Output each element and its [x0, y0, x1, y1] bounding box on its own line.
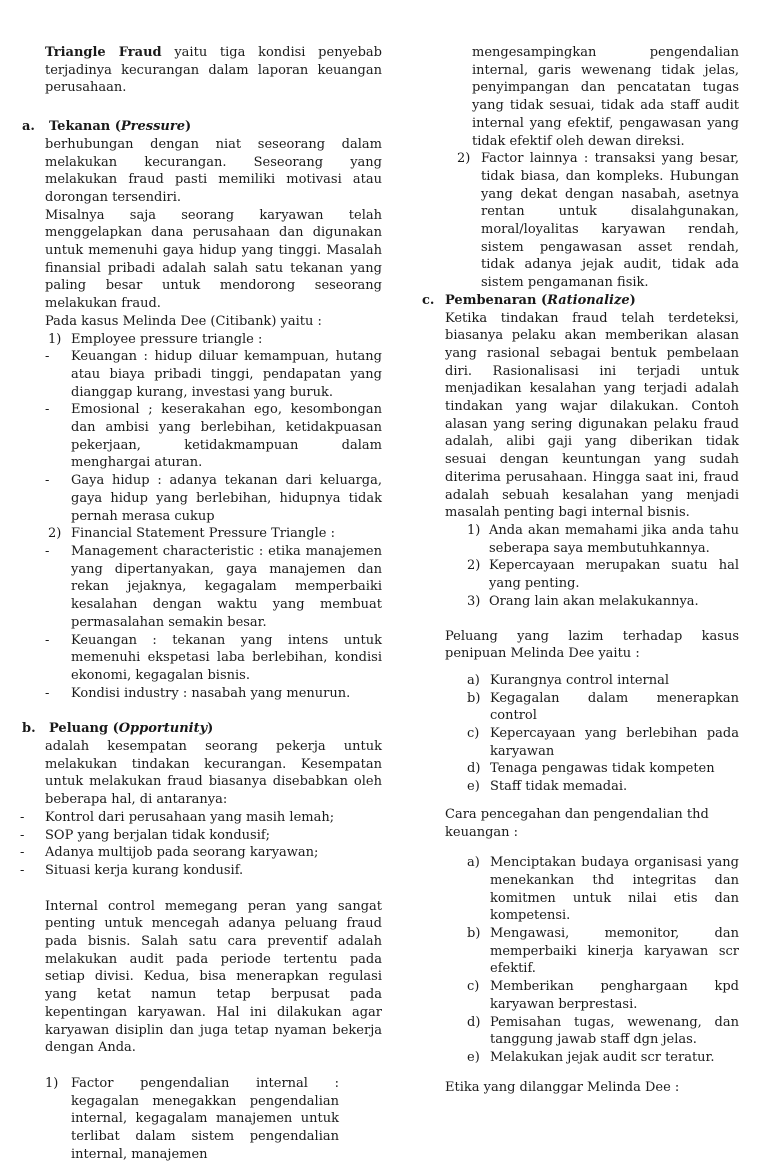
intro-term: Triangle Fraud	[45, 45, 162, 60]
internal-control-paragraph: Internal control memegang peran yang sangat penting untuk mencegah adanya peluang fraud pada bisnis. Salah satu cara preventif adalah melakukan audit pada periode tertentu pada setiap divisi. Kedua, bisa menerapkan regulasi yang ketat namun tetap berpusat pada kepentingan karyawan. Hal ini dilakukan agar karyawan disiplin dan juga tetap nyaman bekerja dengan Anda.	[45, 898, 382, 1056]
section-b-definition: adalah kesempatan seorang pekerja untuk melakukan tindakan kecurangan. Kesempatan untuk melakukan fraud biasanya disebabkan oleh beberapa hal, di antaranya:	[45, 739, 382, 808]
list-item: 3) Orang lain akan melakukannya.	[467, 593, 699, 609]
section-a-heading: a. Tekanan (Pressure)	[22, 119, 192, 135]
list-item: e) Staff tidak memadai.	[467, 779, 628, 795]
list-item: 2) Factor lainnya : transaksi yang besar, tidak biasa, dan kompleks. Hubungan yang dekat dengan nasabah, asetnya rentan untuk disalahgunakan, moral/loyalitas karyawan rendah, sistem pengawasan asset rendah, tidak adanya jejak audit, tidak ada sistem pengamanan fisik.	[457, 151, 739, 291]
list-item: - Management characteristic : etika manajemen yang dipertanyakan, gaya manajemen dan rekan jejaknya, kegagalam memperbaiki kesalahan dengan waktu yang membuat permasalahan semakin besar.	[45, 543, 382, 630]
section-a-example: Misalnya saja seorang karyawan telah menggelapkan dana perusahaan dan digunakan untuk memenuhi gaya hidup yang tinggi. Masalah finansial pribadi adalah salah satu tekanan yang paling besar untuk mendorong seseorang melakukan fraud.	[45, 207, 382, 312]
right-column	[422, 44, 739, 1096]
list-item: c) Kepercayaan yang berlebihan pada karyawan	[467, 726, 739, 759]
factor2-list	[457, 150, 739, 292]
peluang-title: Peluang yang lazim terhadap kasus penipuan Melinda Dee yaitu :	[445, 628, 739, 662]
section-c-title: Pembenaran (Rationalize)	[445, 292, 636, 308]
financial-pressure-list	[45, 543, 382, 702]
list-item: - Gaya hidup : adanya tekanan dari keluarga, gaya hidup yang berlebihan, hidupnya tidak pernah merasa cukup	[45, 473, 382, 524]
cara-title: Cara pencegahan dan pengendalian thd keuangan :	[445, 806, 709, 840]
list-item: d) Pemisahan tugas, wewenang, dan tanggung jawab staff dgn jelas.	[467, 1014, 739, 1048]
list-item: c) Memberikan penghargaan kpd karyawan berprestasi.	[467, 979, 739, 1012]
list-item: - Adanya multijob pada seorang karyawan;	[20, 845, 319, 861]
list-item: 1) Factor pengendalian internal : kegagalan menegakkan pengendalian internal, kegagalam manajemen untuk terlibat dalam sistem pengendalian internal, manajemen	[45, 1075, 339, 1162]
rationalize-list	[467, 522, 739, 611]
section-a-title: Tekanan (Pressure)	[49, 119, 192, 135]
list-item: a) Menciptakan budaya organisasi yang menekankan thd integritas dan komitmen untuk nilai etis dan kompetensi.	[467, 855, 739, 924]
opportunity-causes-list	[20, 809, 382, 880]
factor-list	[45, 1075, 382, 1163]
list-item: - Kondisi industry : nasabah yang menurun.	[45, 685, 351, 701]
list-item: e) Melakukan jejak audit scr teratur.	[467, 1049, 715, 1065]
cara-list	[445, 854, 739, 1066]
list-item: 1) Anda akan memahami jika anda tahu seberapa saya membutuhkannya.	[467, 522, 739, 556]
list-item: - Kontrol dari perusahaan yang masih lemah;	[20, 809, 335, 825]
list-item: - SOP yang berjalan tidak kondusif;	[20, 827, 271, 843]
section-c-paragraph: Ketika tindakan fraud telah terdeteksi, biasanya pelaku akan memberikan alasan yang rasional sebagai bentuk pembelaan diri. Rasionalisasi ini terjadi untuk menjadikan kesalahan yang terjadi adalah tindakan yang wajar dilakukan. Contoh alasan yang sering digunakan pelaku fraud adalah, alibi gaji yang diberikan tidak sesuai dengan keuntungan yang sudah diterima perusahaan. Hingga saat ini, fraud adalah sebuah kesalahan yang menjadi masalah penting bagi internal bisnis.	[445, 310, 739, 521]
intro-paragraph: Triangle Fraud yaitu tiga kondisi penyebab terjadinya kecurangan dalam laporan keuangan perusahaan.	[45, 45, 382, 96]
list-item: - Keuangan : hidup diluar kemampuan, hutang atau biaya pribadi tinggi, pendapatan yang dianggap kurang, investasi yang buruk.	[45, 349, 382, 400]
employee-pressure-heading: 1) Employee pressure triangle :	[48, 331, 263, 347]
list-item: a) Kurangnya control internal	[467, 672, 670, 688]
peluang-list	[445, 672, 739, 796]
section-b-heading: b. Peluang (Opportunity)	[22, 721, 214, 737]
list-item: b) Kegagalan dalam menerapkan control	[467, 690, 739, 724]
employee-pressure-list	[45, 348, 382, 525]
list-item: - Emosional ; keserakahan ego, kesombongan dan ambisi yang berlebihan, ketidakpuasan pekerjaan, ketidakmampuan dalam menghargai aturan.	[45, 402, 382, 471]
financial-pressure-heading: 2) Financial Statement Pressure Triangle :	[48, 526, 335, 542]
section-b-title: Peluang (Opportunity)	[49, 721, 214, 737]
left-column	[20, 44, 382, 1163]
section-c-heading: c. Pembenaran (Rationalize)	[422, 292, 636, 308]
list-item: d) Tenaga pengawas tidak kompeten	[467, 761, 715, 777]
list-item: b) Mengawasi, memonitor, dan memperbaiki kinerja karyawan scr efektif.	[467, 926, 739, 977]
list-item: - Keuangan : tekanan yang intens untuk memenuhi ekspetasi laba berlebihan, kondisi ekonomi, kegagalan bisnis.	[45, 632, 382, 683]
factor1-continuation: mengesampingkan pengendalian internal, garis wewenang tidak jelas, penyimpangan dan pencatatan tugas yang tidak sesuai, tidak ada staff audit internal yang efektif, pengawasan yang tidak efektif oleh dewan direksi.	[472, 45, 739, 149]
list-item: 2) Kepercayaan merupakan suatu hal yang penting.	[467, 558, 739, 592]
etika-title: Etika yang dilanggar Melinda Dee :	[445, 1079, 680, 1095]
list-item: - Situasi kerja kurang kondusif.	[20, 862, 244, 878]
section-a-case-intro: Pada kasus Melinda Dee (Citibank) yaitu :	[45, 313, 322, 329]
section-a-definition: berhubungan dengan niat seseorang dalam melakukan kecurangan. Seseorang yang melakukan fraud pasti memiliki motivasi atau dorongan tersendiri.	[45, 136, 382, 205]
